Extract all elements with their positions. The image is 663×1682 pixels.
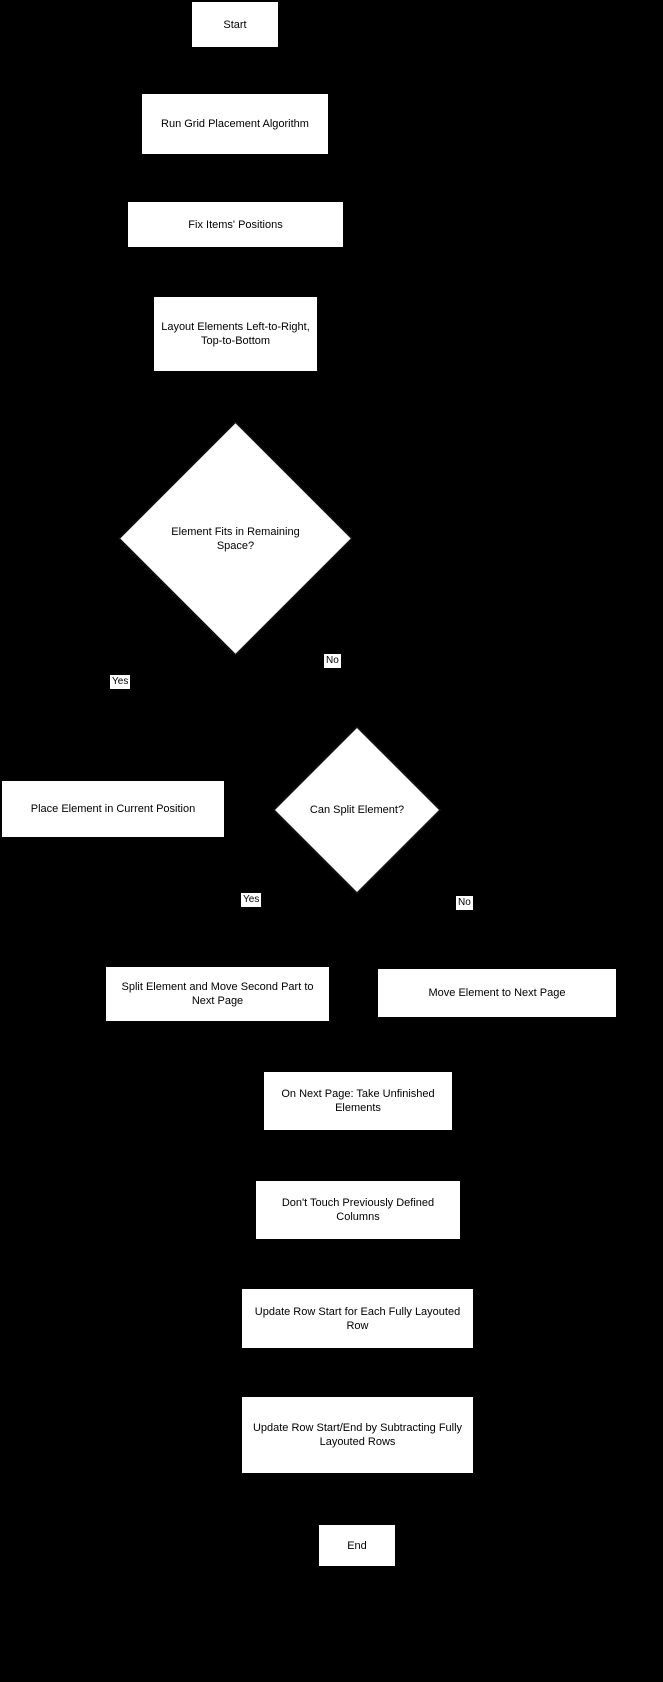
node-label: Update Row Start/End by Subtracting Fully Layouted Rows (252, 1422, 463, 1448)
node-label: Don't Touch Previously Defined Columns (281, 1197, 435, 1223)
node-label: Can Split Element? (309, 804, 405, 816)
node-label: Split Element and Move Second Part to Next Page (121, 981, 314, 1007)
node-label: Place Element in Current Position (30, 803, 196, 815)
node-label: Start (223, 18, 247, 31)
node-label: On Next Page: Take Unfinished Elements (281, 1088, 435, 1114)
node-take-unfinished-elements (263, 1071, 453, 1131)
node-element-fits-decision (153, 456, 318, 621)
edge-label-split-no: No (458, 897, 471, 908)
node-dont-touch-columns (255, 1180, 461, 1240)
node-update-row-start-end (241, 1396, 474, 1474)
node-move-element-next-page (377, 968, 617, 1018)
node-label: Run Grid Placement Algorithm (161, 118, 309, 130)
node-start (191, 1, 279, 48)
node-split-element-move (105, 966, 330, 1022)
edge-label-fits-yes: Yes (112, 676, 129, 687)
node-label: Move Element to Next Page (428, 987, 566, 999)
node-label: Layout Elements Left-to-Right, Top-to-Bottom (161, 321, 310, 347)
node-layout-elements (153, 296, 318, 372)
node-can-split-decision (298, 751, 416, 869)
node-label: End (347, 1539, 367, 1552)
node-label: Fix Items' Positions (188, 218, 283, 231)
node-update-row-start (241, 1288, 474, 1349)
node-fix-items-positions (127, 201, 344, 248)
node-label: Update Row Start for Each Fully Layouted Row (254, 1305, 461, 1332)
edge-label-fits-no: No (326, 655, 339, 666)
node-label: Element Fits in Remaining Space? (171, 525, 300, 552)
edge-label-split-yes: Yes (243, 894, 260, 905)
node-place-element (1, 780, 225, 838)
node-end (318, 1524, 396, 1567)
node-run-grid-placement (141, 93, 329, 155)
